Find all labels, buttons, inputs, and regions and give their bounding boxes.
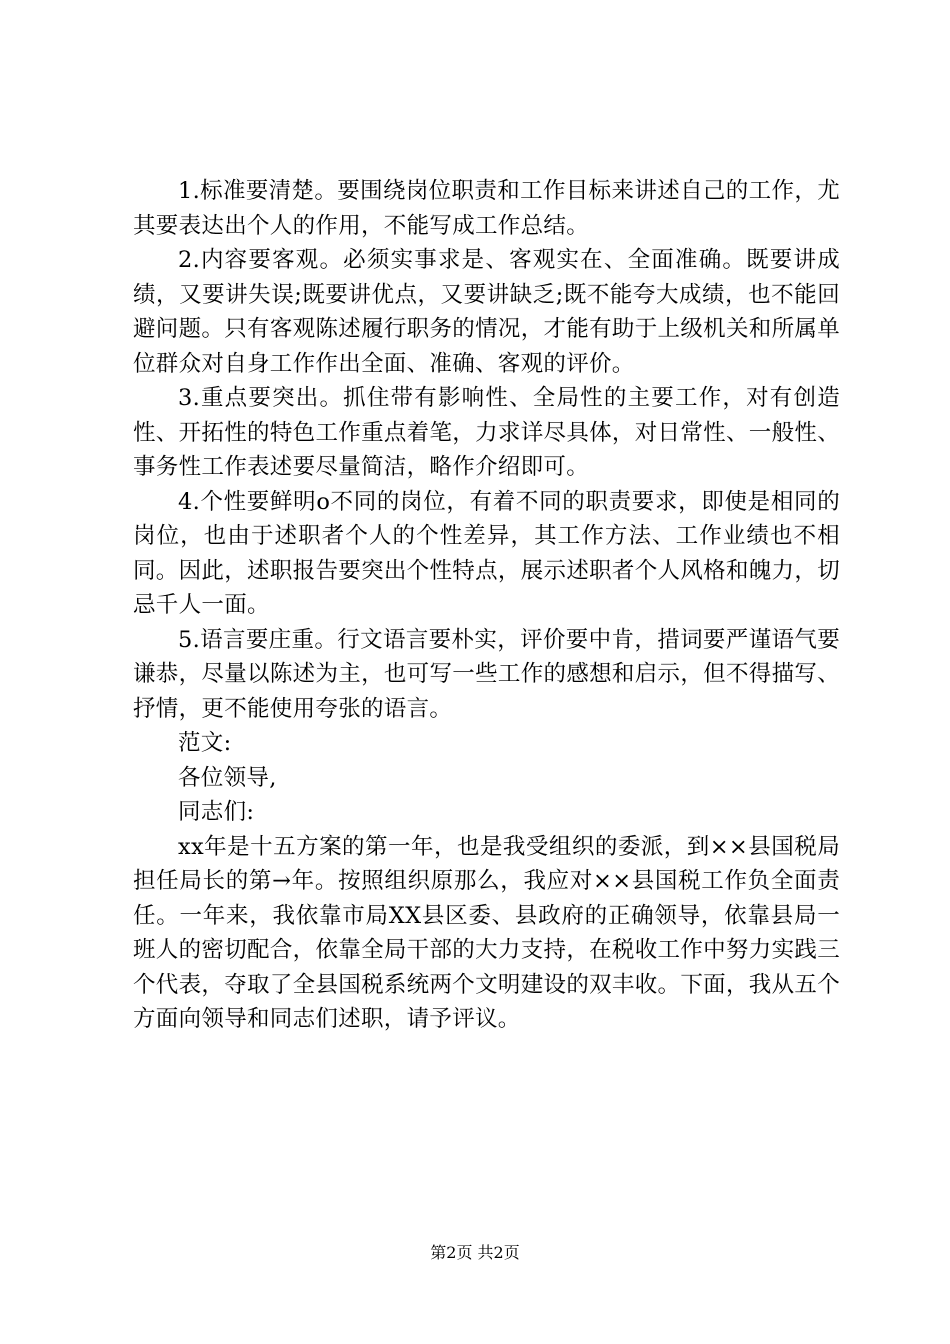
paragraph-sample-heading: 范文: [178,730,232,756]
paragraph-focus: 3.重点要突出。抓住带有影响性、全局性的主要工作，对有创造性、开拓性的特色工作重点着笔，力求详尽具体，对日常性、一般性、事务性工作表述要尽量简洁，略作介绍即可。 [133,385,840,480]
paragraph-salutation-leaders: 各位领导, [178,764,277,791]
page-footer: 第2页 共2页 [430,1243,520,1262]
paragraph-report-intro: xx年是十五方案的第一年，也是我受组织的委派，到××县国税局担任局长的第→年。按照组织原那么，我应对××县国税工作负全面责任。一年来，我依靠市局XX县区委、县政府的正确领导，依靠县局一班人的密切配合，依靠全局干部的大力支持，在税收工作中努力实践三个代表，夺取了全县国税系统两个文明建设的双丰收。下面，我从五个方面向领导和同志们述职，请予评议。 [133,833,840,1032]
paragraph-language: 5.语言要庄重。行文语言要朴实，评价要中肯，措词要严谨语气要谦恭，尽量以陈述为主，也可写一些工作的感想和启示，但不得描写、抒情，更不能使用夸张的语言。 [133,626,840,722]
paragraph-content: 2.内容要客观。必须实事求是、客观实在、全面准确。既要讲成绩，又要讲失误;既要讲优点，又要讲缺乏;既不能夸大成绩，也不能回避问题。只有客观陈述履行职务的情况，才能有助于上级机关和所属单位群众对自身工作作出全面、准确、客观的评价。 [133,247,840,377]
document-body [133,174,840,1037]
paragraph-standard: 1.标准要清楚。要围绕岗位职责和工作目标来讲述自己的工作，尤其要表达出个人的作用，不能写成工作总结。 [133,178,840,239]
paragraph-personality: 4.个性要鲜明o不同的岗位，有着不同的职责要求，即使是相同的岗位，也由于述职者个人的个性差异，其工作方法、工作业绩也不相同。因此，述职报告要突出个性特点，展示述职者个人风格和魄力，切忌千人一面。 [133,488,840,618]
paragraph-salutation-comrades: 同志们: [178,799,255,825]
